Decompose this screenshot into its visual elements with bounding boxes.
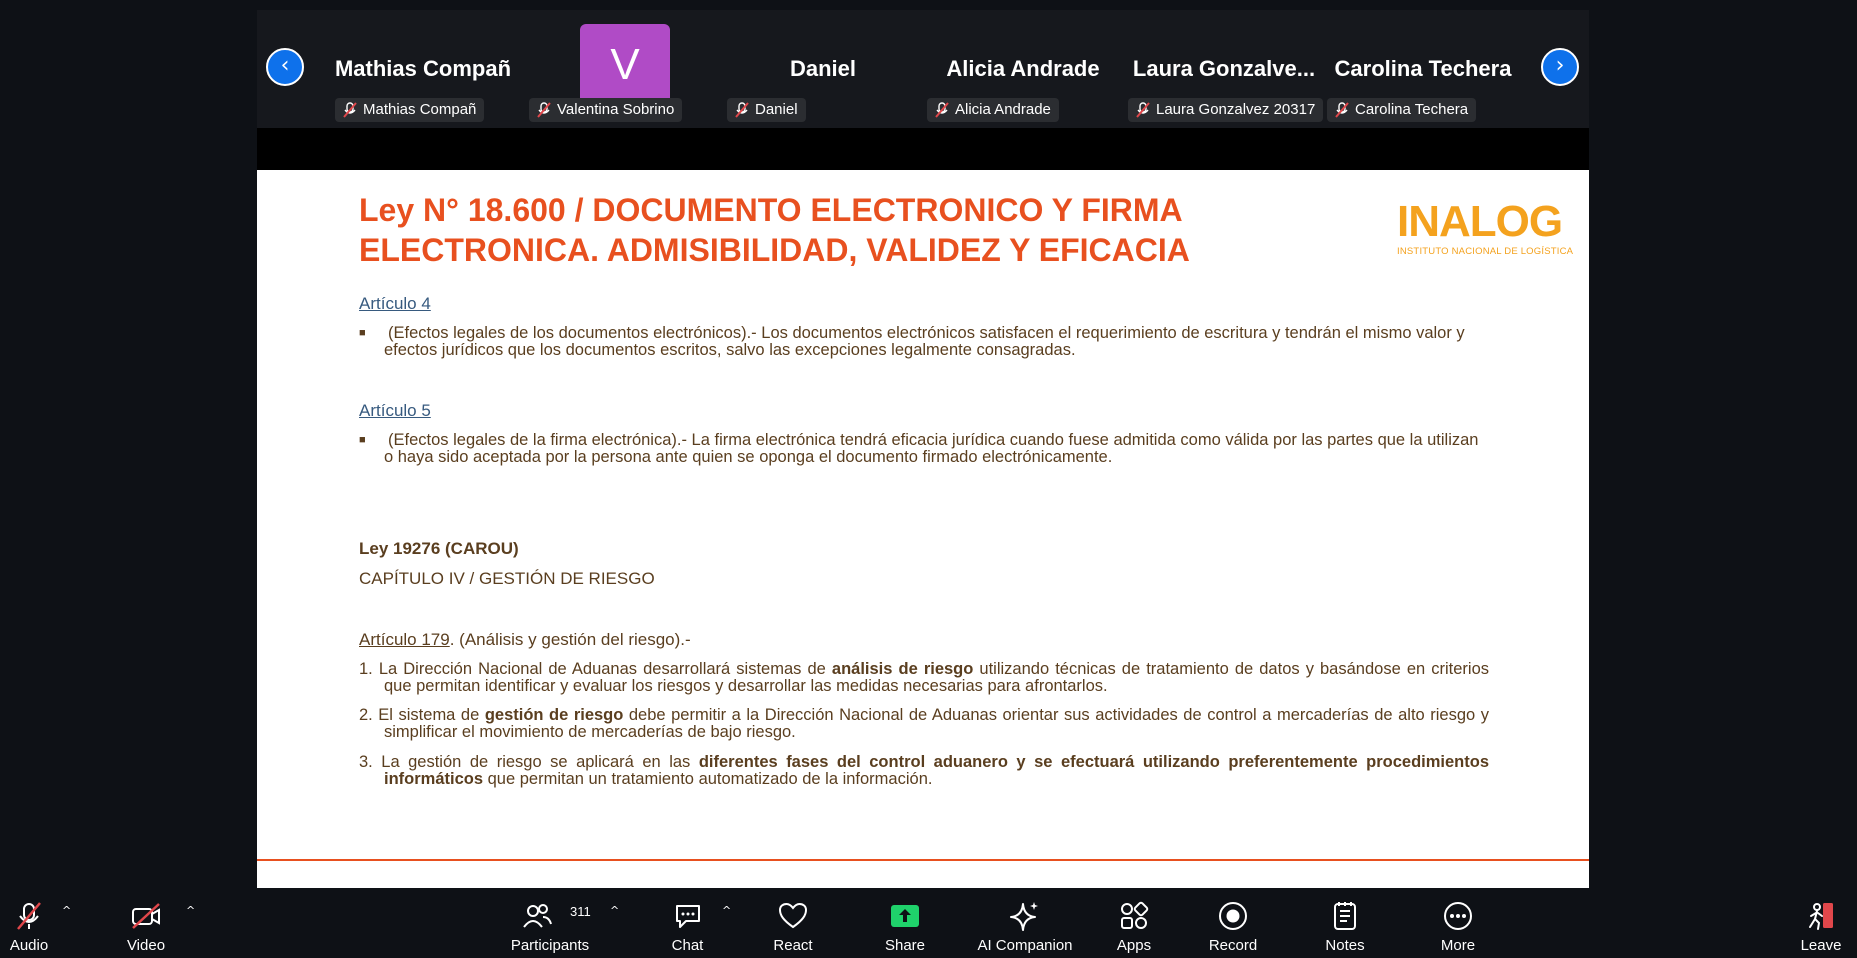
participant-label: [529, 98, 682, 122]
chapter-heading: CAPÍTULO IV / GESTIÓN DE RIESGO: [359, 569, 655, 588]
mic-muted-icon: [343, 102, 357, 118]
participant-label-text: Alicia Andrade: [955, 101, 1051, 118]
participant-label-text: Carolina Techera: [1355, 101, 1469, 118]
participant-label: [727, 98, 806, 122]
article-179-item-2: [359, 707, 1489, 741]
mic-muted-icon: [1136, 102, 1150, 118]
strip-spacer: [257, 128, 1589, 170]
participant-name: Alicia Andrade: [946, 56, 1100, 81]
participant-label: [1327, 98, 1476, 122]
chevron-left-icon: ‹: [280, 53, 290, 78]
article-179-item-1: [359, 661, 1489, 695]
shared-slide: [257, 170, 1589, 888]
article-5-heading: Artículo 5: [359, 401, 431, 420]
participant-label: [1128, 98, 1323, 122]
mic-muted-icon: [537, 102, 551, 118]
logo-subtitle: INSTITUTO NACIONAL DE LOGÍSTICA: [1397, 246, 1574, 257]
chat-options-caret-icon[interactable]: ^: [722, 904, 732, 917]
chevron-right-icon: ›: [1555, 53, 1565, 78]
chat-label: Chat: [671, 937, 704, 954]
chat-icon: [672, 900, 704, 932]
avatar: V: [580, 24, 670, 102]
audio-label: Audio: [9, 937, 49, 954]
heart-icon: [777, 900, 809, 932]
leave-label: Leave: [1800, 937, 1842, 954]
more-button[interactable]: [1433, 888, 1483, 958]
video-options-caret-icon[interactable]: ^: [186, 904, 196, 917]
share-button[interactable]: [880, 888, 930, 958]
mic-muted-icon: [735, 102, 749, 118]
participants-label: Participants: [510, 937, 590, 954]
participant-name: Carolina Techera: [1334, 56, 1512, 81]
article-5-paragraph: [359, 432, 1489, 466]
camera-off-icon: [130, 900, 162, 932]
item-bold-text: diferentes fases del control aduanero y se efectuará utilizando preferentemente procedimientos informáticos: [384, 753, 1489, 788]
sparkle-icon: [1009, 900, 1041, 932]
article-4-paragraph: [359, 325, 1489, 359]
participant-label-text: Daniel: [755, 101, 798, 118]
participant-label-text: Valentina Sobrino: [557, 101, 675, 118]
item-text: 2. El sistema de: [359, 706, 485, 724]
article-179-title: . (Análisis y gestión del riesgo).-: [449, 630, 691, 649]
participant-name: Laura Gonzalve...: [1132, 56, 1316, 81]
record-label: Record: [1208, 937, 1258, 954]
more-label: More: [1440, 937, 1476, 954]
audio-button[interactable]: [0, 888, 58, 958]
item-text: utilizando técnicas de tratamiento de datos y basándose en criterios que permitan identificar y evaluar los riesgos y desarrollar las medidas necesarias para afrontarlos.: [384, 660, 1489, 695]
react-label: React: [773, 937, 813, 954]
mic-muted-icon: [13, 900, 45, 932]
participant-label-text: Mathias Compañ: [363, 101, 477, 118]
participants-button[interactable]: [505, 888, 595, 958]
logo-text: INALOG: [1397, 197, 1563, 246]
item-text: debe permitir a la Dirección Nacional de Aduanas orientar sus actividades de control a mercaderías de alto riesgo y simplificar el movimiento de mercaderías de bajo riesgo.: [384, 706, 1489, 741]
participants-count: 311: [570, 904, 591, 919]
participants-icon: [521, 900, 553, 932]
participant-tile[interactable]: [1124, 10, 1324, 128]
inalog-logo: [1397, 197, 1574, 257]
share-screen-icon: [889, 900, 921, 932]
participant-tile[interactable]: [723, 10, 923, 128]
audio-options-caret-icon[interactable]: ^: [62, 904, 72, 917]
meeting-toolbar: [0, 888, 1857, 958]
article-4-text: (Efectos legales de los documentos electrónicos).- Los documentos electrónicos satisfacen el requerimiento de escritura y tendrán el mismo valor y efectos jurídicos que los documentos escritos, salvo las excepciones legalmente consagradas.: [384, 324, 1465, 359]
article-179-heading: [359, 630, 691, 650]
share-label: Share: [884, 937, 926, 954]
slide-title: [359, 190, 1259, 270]
chat-button[interactable]: [665, 888, 710, 958]
video-label: Video: [126, 937, 166, 954]
react-button[interactable]: [768, 888, 818, 958]
notes-icon: [1329, 900, 1361, 932]
item-text: 1. La Dirección Nacional de Aduanas desarrollará sistemas de: [359, 660, 832, 678]
slide-title-line: Ley N° 18.600 / DOCUMENTO ELECTRONICO Y FIRMA: [359, 192, 1183, 228]
more-dots-icon: [1442, 900, 1474, 932]
slide-title-line: ELECTRONICA. ADMISIBILIDAD, VALIDEZ Y EFICACIA: [359, 232, 1190, 268]
leave-door-icon: [1805, 900, 1837, 932]
mic-muted-icon: [935, 102, 949, 118]
article-4-heading: Artículo 4: [359, 294, 431, 313]
participant-label: [927, 98, 1059, 122]
square-bullet-icon: ■: [359, 434, 366, 446]
apps-label: Apps: [1116, 937, 1152, 954]
square-bullet-icon: ■: [359, 327, 366, 339]
notes-button[interactable]: [1318, 888, 1372, 958]
article-5-text: (Efectos legales de la firma electrónica).- La firma electrónica tendrá eficacia jurídica cuando fuese admitida como válida por las partes que la utilizan o haya sido aceptada por la persona ante quien se oponga el documento firmado electrónicamente.: [384, 431, 1479, 466]
slide-footer-line: [257, 859, 1589, 861]
participant-name: Daniel: [789, 56, 857, 81]
participant-tile[interactable]: [525, 10, 725, 128]
participant-tile[interactable]: [923, 10, 1123, 128]
participant-tile[interactable]: [323, 10, 523, 128]
participant-tile[interactable]: [1323, 10, 1523, 128]
previous-participants-button[interactable]: [266, 48, 304, 86]
item-bold-text: gestión de riesgo: [484, 706, 624, 724]
record-icon: [1217, 900, 1249, 932]
next-participants-button[interactable]: [1541, 48, 1579, 86]
participants-options-caret-icon[interactable]: ^: [610, 904, 620, 917]
participant-label-text: Laura Gonzalvez 20317: [1156, 101, 1316, 118]
participant-name: Mathias Compañ: [334, 56, 512, 81]
ai-companion-button[interactable]: [975, 888, 1075, 958]
item-text: que permitan un tratamiento automatizado de la información.: [483, 770, 933, 788]
item-text: 3. La gestión de riesgo se aplicará en las: [359, 753, 699, 771]
apps-button[interactable]: [1110, 888, 1158, 958]
participant-label: [335, 98, 484, 122]
item-bold-text: análisis de riesgo: [831, 660, 974, 678]
video-button[interactable]: [116, 888, 176, 958]
article-179-item-3: [359, 754, 1489, 788]
mic-muted-icon: [1335, 102, 1349, 118]
article-179-link: Artículo 179: [359, 630, 450, 649]
leave-button[interactable]: [1798, 888, 1844, 958]
apps-icon: [1118, 900, 1150, 932]
record-button[interactable]: [1203, 888, 1263, 958]
notes-label: Notes: [1325, 937, 1365, 954]
ley-heading: Ley 19276 (CAROU): [359, 539, 519, 558]
ai-companion-label: AI Companion: [977, 937, 1073, 954]
